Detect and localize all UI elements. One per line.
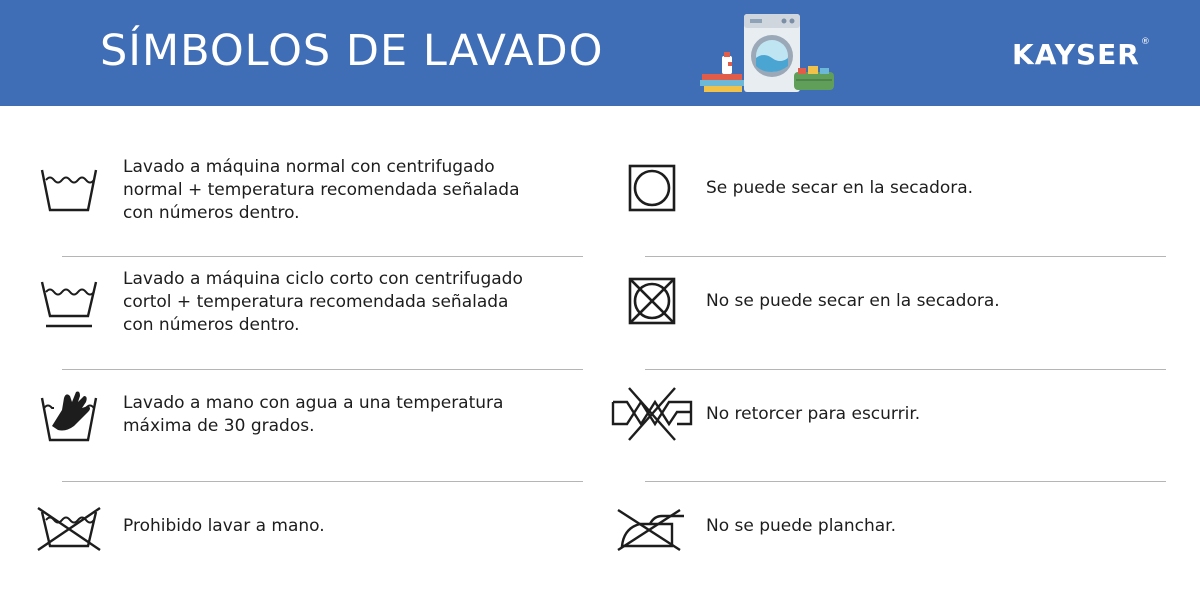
- washing-machine-icon: [698, 10, 848, 96]
- page-title: SÍMBOLOS DE LAVADO: [100, 26, 604, 76]
- machine-wash-short-cycle-icon: [40, 276, 98, 330]
- divider: [645, 256, 1166, 257]
- divider: [645, 481, 1166, 482]
- list-item-text: Lavado a máquina normal con centrifugado normal + temperatura recomendada señalada con números dentro.: [123, 157, 520, 223]
- do-not-wring-icon: [609, 386, 695, 442]
- list-item-text: Lavado a máquina ciclo corto con centrifugado cortol + temperatura recomendada señalada con números dentro.: [123, 269, 523, 335]
- machine-wash-normal-icon: [40, 164, 98, 214]
- do-not-tumble-dry-icon: [628, 277, 676, 325]
- list-item-text: Prohibido lavar a mano.: [123, 516, 325, 536]
- divider: [62, 481, 583, 482]
- tumble-dry-icon: [628, 164, 676, 212]
- list-item-text: No se puede planchar.: [706, 516, 896, 536]
- header-banner: [0, 0, 1200, 106]
- divider: [62, 256, 583, 257]
- list-item-text: Se puede secar en la secadora.: [706, 178, 974, 198]
- hand-wash-icon: [40, 388, 98, 444]
- do-not-iron-icon: [614, 506, 690, 552]
- brand-logo: KAYSER®: [1012, 36, 1151, 71]
- divider: [645, 369, 1166, 370]
- list-item-text: No se puede secar en la secadora.: [706, 291, 1000, 311]
- divider: [62, 369, 583, 370]
- registered-mark: ®: [1140, 36, 1151, 47]
- do-not-hand-wash-icon: [36, 506, 102, 552]
- list-item-text: No retorcer para escurrir.: [706, 404, 921, 424]
- list-item-text: Lavado a mano con agua a una temperatura máxima de 30 grados.: [123, 393, 504, 436]
